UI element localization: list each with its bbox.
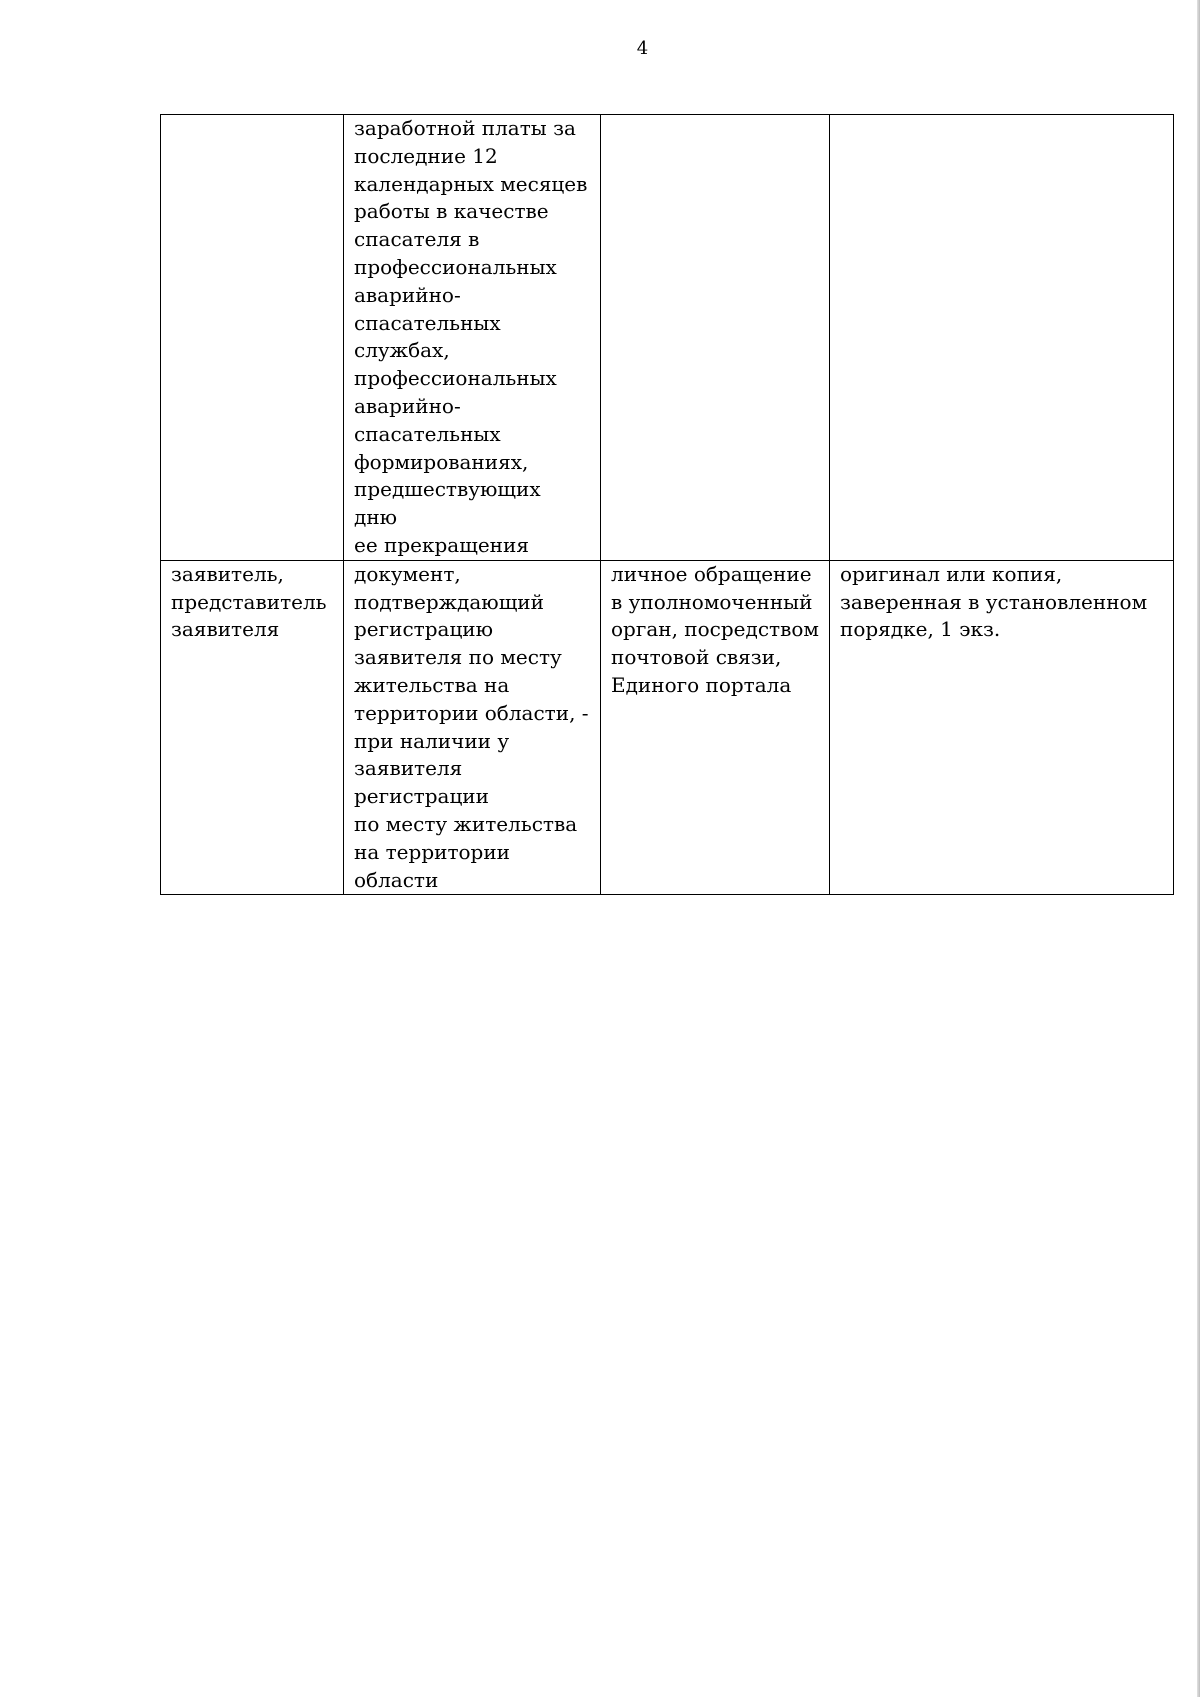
submission-method-cell: личное обращение в уполномоченный орган, посредством почтовой связи, Единого портала	[601, 560, 830, 895]
applicant-cell: заявитель, представитель заявителя	[161, 560, 344, 895]
document-cell: документ, подтверждающий регистрацию заявителя по месту жительства на территории области, - при наличии у заявителя регистрации по месту жительства на территории области	[344, 560, 601, 895]
submission-method-cell	[601, 115, 830, 561]
applicant-cell	[161, 115, 344, 561]
document-form-cell: оригинал или копия, заверенная в установленном порядке, 1 экз.	[830, 560, 1174, 895]
requirements-table	[160, 114, 1174, 895]
document-form-cell	[830, 115, 1174, 561]
page-number: 4	[636, 38, 649, 59]
table-row	[161, 560, 1174, 895]
document-cell: заработной платы за последние 12 календарных месяцев работы в качестве спасателя в профессиональных аварийно- спасательных службах, профессиональных аварийно- спасательных формированиях, предшествующих дню ее прекращения	[344, 115, 601, 561]
table-row	[161, 115, 1174, 561]
